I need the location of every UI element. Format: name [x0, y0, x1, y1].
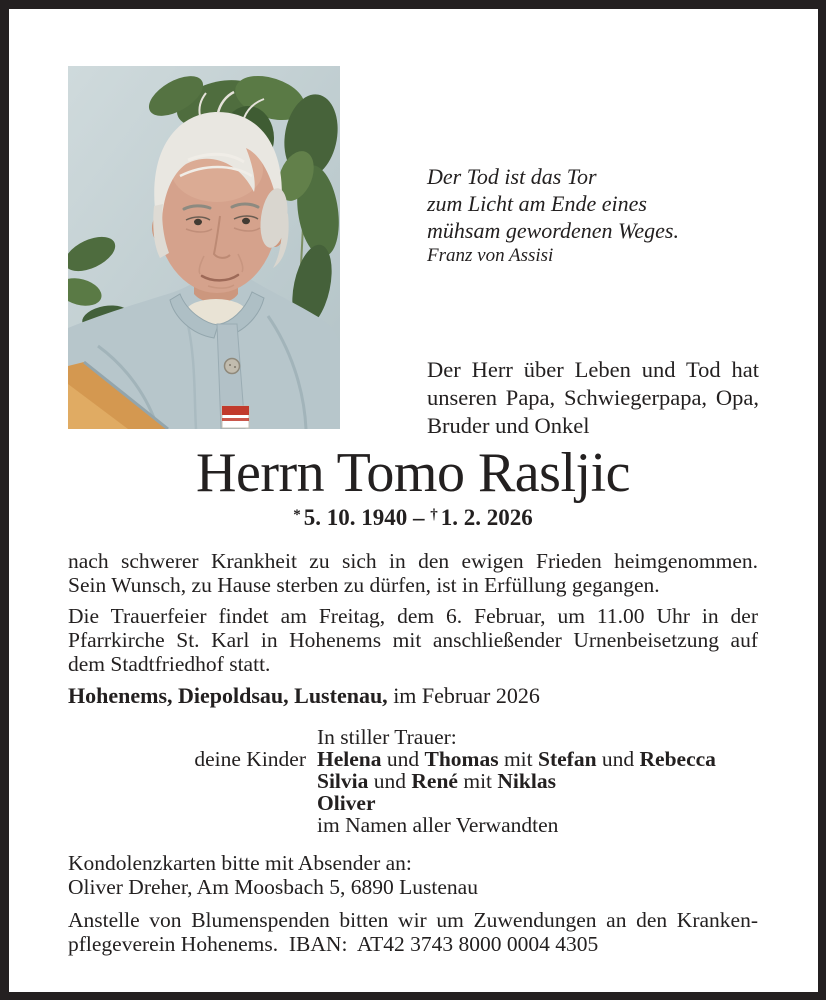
mourning-heading: In stiller Trauer: — [317, 725, 457, 749]
mourning-relation-label: deine Kinder — [194, 747, 306, 771]
intro-paragraph — [427, 356, 759, 440]
mourner-name: Stefan — [538, 747, 597, 771]
mourning-connector: und — [381, 747, 425, 771]
quote-line: Der Tod ist das Tor — [427, 164, 597, 189]
dateline-places: Hohenems, Diepoldsau, Lustenau, — [68, 683, 388, 708]
donation-line: pflegeverein Hohenems. IBAN: AT42 3743 8000 0004 4305 — [68, 932, 599, 956]
mourning-closing: im Namen aller Verwandten — [317, 813, 559, 837]
mourning-line — [317, 770, 767, 792]
condolence-block — [68, 851, 758, 899]
mourning-connector: und — [596, 747, 640, 771]
portrait-photo-illustration — [68, 66, 340, 429]
body-line: Die Trauerfeier findet am Freitag, dem 6. Februar, um 11.00 Uhr in der — [68, 604, 758, 628]
mourning-line — [317, 748, 767, 770]
mourning-connector: mit — [457, 769, 498, 793]
mourner-name: Oliver — [317, 791, 376, 815]
memorial-quote — [427, 163, 767, 244]
portrait-photo — [68, 66, 340, 429]
mourner-name: Rebecca — [639, 747, 716, 771]
quote-attribution: Franz von Assisi — [427, 245, 554, 266]
condolence-address: Oliver Dreher, Am Moosbach 5, 6890 Lustenau — [68, 875, 478, 899]
mourner-name: Niklas — [497, 769, 556, 793]
mourner-name: René — [411, 769, 458, 793]
donation-line: Anstelle von Blumenspenden bitten wir um Zuwendungen an den Kranken- — [68, 908, 758, 932]
dateline — [68, 683, 758, 709]
funeral-paragraph — [68, 604, 758, 676]
mourner-name: Thomas — [424, 747, 499, 771]
shirt-label — [222, 406, 249, 428]
intro-line: Bruder und Onkel — [427, 413, 590, 438]
mourning-connector: mit — [498, 747, 538, 771]
passing-paragraph — [68, 549, 758, 597]
intro-line: unseren Papa, Schwiegerpapa, Opa, — [427, 385, 759, 410]
death-date: 1. 2. 2026 — [440, 505, 533, 530]
shirt-button — [225, 359, 240, 374]
condolence-instruction: Kondolenzkarten bitte mit Absender an: — [68, 851, 412, 875]
dateline-date: im Februar 2026 — [387, 683, 540, 708]
intro-line: Der Herr über Leben und Tod hat — [427, 357, 759, 382]
body-line: Sein Wunsch, zu Hause sterben zu dürfen, ist in Erfüllung gegangen. — [68, 573, 660, 597]
birth-date: 5. 10. 1940 — [303, 505, 408, 530]
mourner-name: Silvia — [317, 769, 369, 793]
body-line: Pfarrkirche St. Karl in Hohenems mit anschließender Urnenbeisetzung auf — [68, 628, 758, 652]
deceased-name: Herrn Tomo Rasljic — [196, 442, 630, 504]
mourning-connector: und — [368, 769, 412, 793]
mourner-name: Helena — [317, 747, 382, 771]
quote-line: zum Licht am Ende eines — [427, 191, 647, 216]
body-line: dem Stadtfriedhof statt. — [68, 652, 271, 676]
birth-star-icon: * — [293, 507, 301, 523]
donation-block — [68, 908, 758, 956]
death-cross-icon: † — [430, 507, 438, 523]
body-line: nach schwerer Krankheit zu sich in den ewigen Frieden heimgenommen. — [68, 549, 758, 573]
quote-line: mühsam gewordenen Weges. — [427, 218, 679, 243]
date-separator: – — [413, 505, 425, 530]
life-dates — [0, 504, 826, 535]
